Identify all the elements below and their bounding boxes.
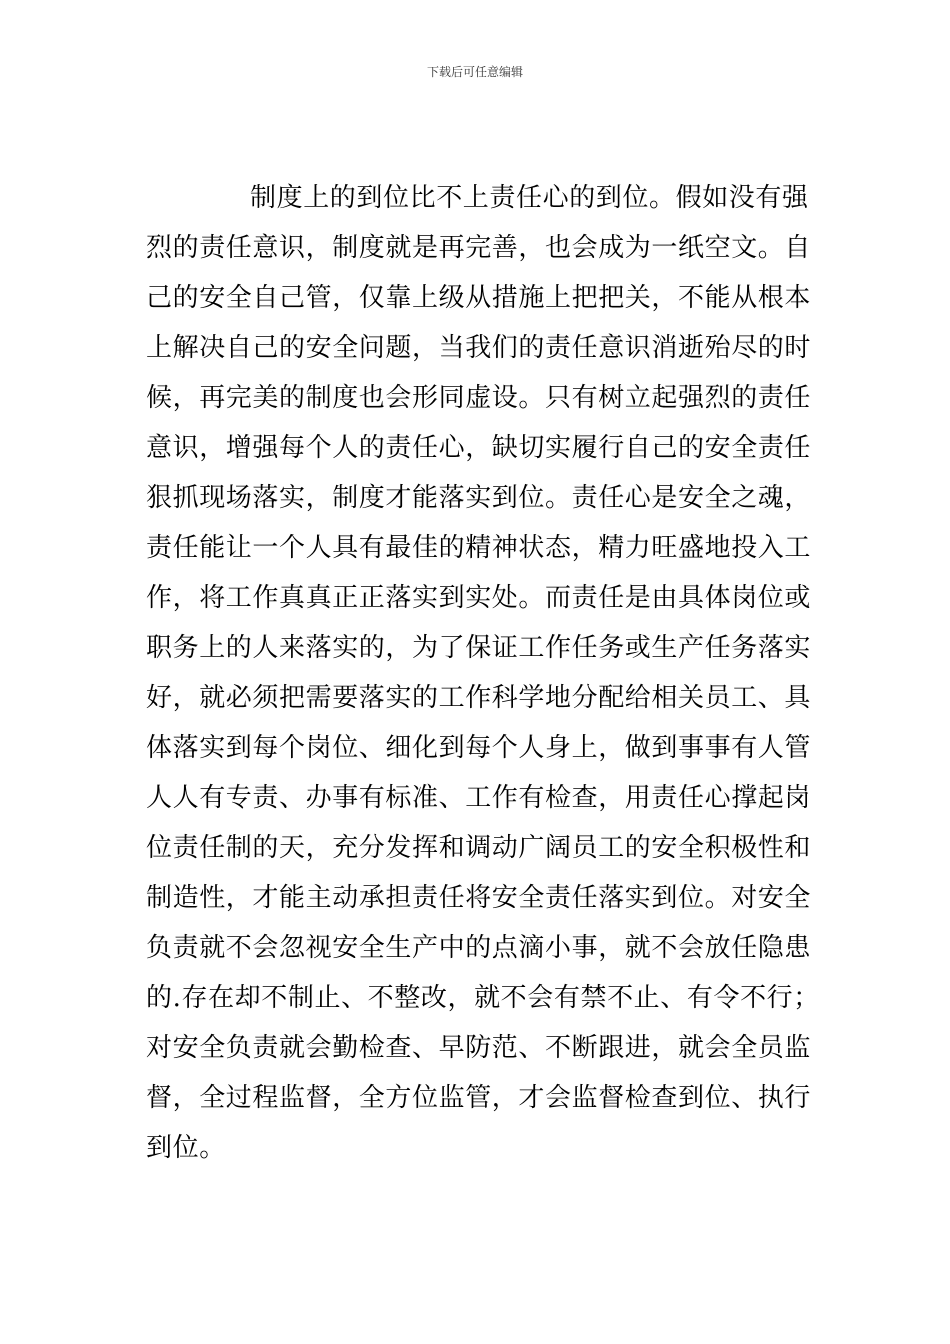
paragraph-line: 意识，增强每个人的责任心，缺切实履行自己的安全责任 [146, 433, 812, 463]
paragraph-line: 到位。 [146, 1133, 226, 1163]
paragraph-line: 候，再完美的制度也会形同虚设。只有树立起强烈的责任 [146, 383, 812, 413]
paragraph-line: 上解决自己的安全问题，当我们的责任意识消逝殆尽的时 [146, 333, 812, 363]
paragraph-line: 己的安全自己管，仅靠上级从措施上把把关，不能从根本 [146, 283, 812, 313]
body-paragraph [146, 180, 820, 1180]
paragraph-line: 制造性，才能主动承担责任将安全责任落实到位。对安全 [146, 883, 812, 913]
paragraph-line: 烈的责任意识，制度就是再完善，也会成为一纸空文。自 [146, 233, 812, 263]
paragraph-line: 对安全负责就会勤检查、早防范、不断跟进，就会全员监 [146, 1033, 812, 1063]
paragraph-line: 的.存在却不制止、不整改，就不会有禁不止、有令不行； [146, 983, 820, 1013]
paragraph-line: 作，将工作真真正正落实到实处。而责任是由具体岗位或 [146, 583, 812, 613]
paragraph-line: 人人有专责、办事有标准、工作有检查，用责任心撑起岗 [146, 783, 812, 813]
paragraph-line: 体落实到每个岗位、细化到每个人身上，做到事事有人管 [146, 733, 812, 763]
paragraph-line: 狠抓现场落实，制度才能落实到位。责任心是安全之魂， [146, 483, 812, 513]
paragraph-line: 好，就必须把需要落实的工作科学地分配给相关员工、具 [146, 683, 812, 713]
paragraph-line: 职务上的人来落实的，为了保证工作任务或生产任务落实 [146, 633, 812, 663]
paragraph-line: 制度上的到位比不上责任心的到位。假如没有强 [250, 183, 809, 213]
paragraph-line: 责任能让一个人具有最佳的精神状态，精力旺盛地投入工 [146, 533, 812, 563]
page-header-note: 下载后可任意编辑 [426, 65, 523, 79]
paragraph-line: 位责任制的天，充分发挥和调动广阔员工的安全积极性和 [146, 833, 812, 863]
paragraph-line: 负责就不会忽视安全生产中的点滴小事，就不会放任隐患 [146, 933, 812, 963]
paragraph-line: 督，全过程监督，全方位监管，才会监督检查到位、执行 [146, 1083, 812, 1113]
